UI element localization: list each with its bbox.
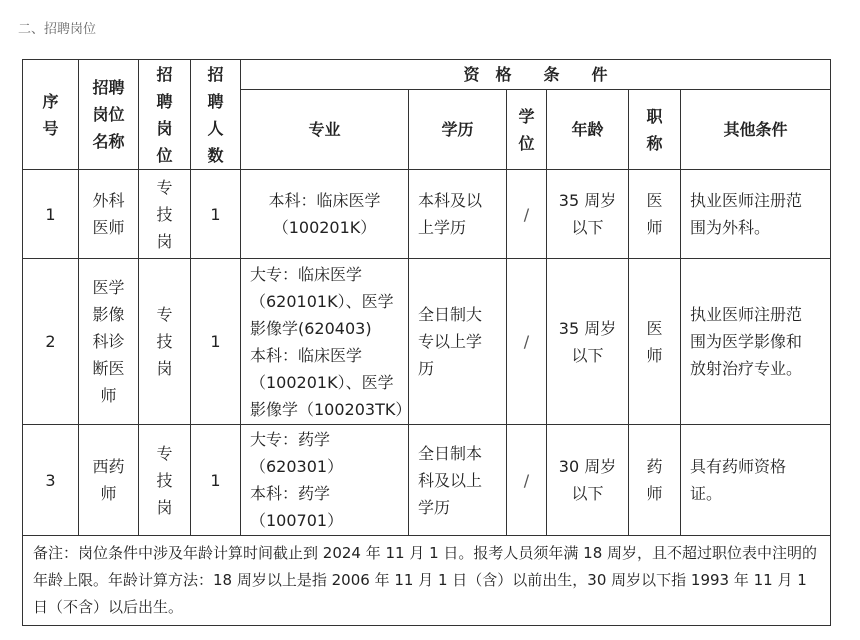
cell-major: 大专：临床医学 （620101K）、医学 影像学(620403) 本科：临床医学 （100201K）、医学 影像学（100203TK） <box>241 259 409 425</box>
cell-education: 全日制大 专以上学 历 <box>409 259 507 425</box>
header-other: 其他条件 <box>681 90 831 170</box>
cell-seq: 1 <box>23 170 79 259</box>
cell-major: 本科：临床医学 （100201K） <box>241 170 409 259</box>
header-qualifications: 资 格 条 件 <box>241 60 831 90</box>
table-row <box>23 259 831 425</box>
cell-position-type: 专 技 岗 <box>139 170 191 259</box>
cell-position-type: 专 技 岗 <box>139 425 191 536</box>
header-major: 专业 <box>241 90 409 170</box>
section-title: 二、招聘岗位 <box>18 22 97 37</box>
cell-seq: 3 <box>23 425 79 536</box>
cell-title: 医 师 <box>629 259 681 425</box>
cell-degree: / <box>507 425 547 536</box>
cell-other: 具有药师资格 证。 <box>681 425 831 536</box>
cell-position-name: 西药 师 <box>79 425 139 536</box>
header-degree: 学 位 <box>507 90 547 170</box>
cell-age: 35 周岁 以下 <box>547 259 629 425</box>
table-note: 备注：岗位条件中涉及年龄计算时间截止到 2024 年 11 月 1 日。报考人员须年满 18 周岁，且不超过职位表中注明的年龄上限。年龄计算方法：18 周岁以上是指 2006 年 11 月 1 日（含）以前出生，30 周岁以下指 1993 年 11 月 1 日（不含）以后出生。 <box>23 536 831 626</box>
cell-education: 本科及以 上学历 <box>409 170 507 259</box>
header-position-name: 招聘 岗位 名称 <box>79 60 139 170</box>
cell-title: 医 师 <box>629 170 681 259</box>
table-row <box>23 425 831 536</box>
cell-degree: / <box>507 170 547 259</box>
header-age: 年龄 <box>547 90 629 170</box>
cell-major: 大专：药学 （620301） 本科：药学 （100701） <box>241 425 409 536</box>
cell-other: 执业医师注册范 围为外科。 <box>681 170 831 259</box>
job-positions-table <box>22 59 831 626</box>
header-title: 职 称 <box>629 90 681 170</box>
cell-age: 30 周岁 以下 <box>547 425 629 536</box>
header-seq: 序 号 <box>23 60 79 170</box>
cell-position-type: 专 技 岗 <box>139 259 191 425</box>
cell-position-name: 外科 医师 <box>79 170 139 259</box>
header-education: 学历 <box>409 90 507 170</box>
header-headcount: 招 聘 人 数 <box>191 60 241 170</box>
cell-age: 35 周岁 以下 <box>547 170 629 259</box>
cell-position-name: 医学 影像 科诊 断医 师 <box>79 259 139 425</box>
cell-title: 药 师 <box>629 425 681 536</box>
cell-education: 全日制本 科及以上 学历 <box>409 425 507 536</box>
cell-seq: 2 <box>23 259 79 425</box>
cell-headcount: 1 <box>191 425 241 536</box>
cell-headcount: 1 <box>191 259 241 425</box>
cell-headcount: 1 <box>191 170 241 259</box>
header-position-type: 招 聘 岗 位 <box>139 60 191 170</box>
cell-other: 执业医师注册范 围为医学影像和 放射治疗专业。 <box>681 259 831 425</box>
table-row <box>23 170 831 259</box>
cell-degree: / <box>507 259 547 425</box>
